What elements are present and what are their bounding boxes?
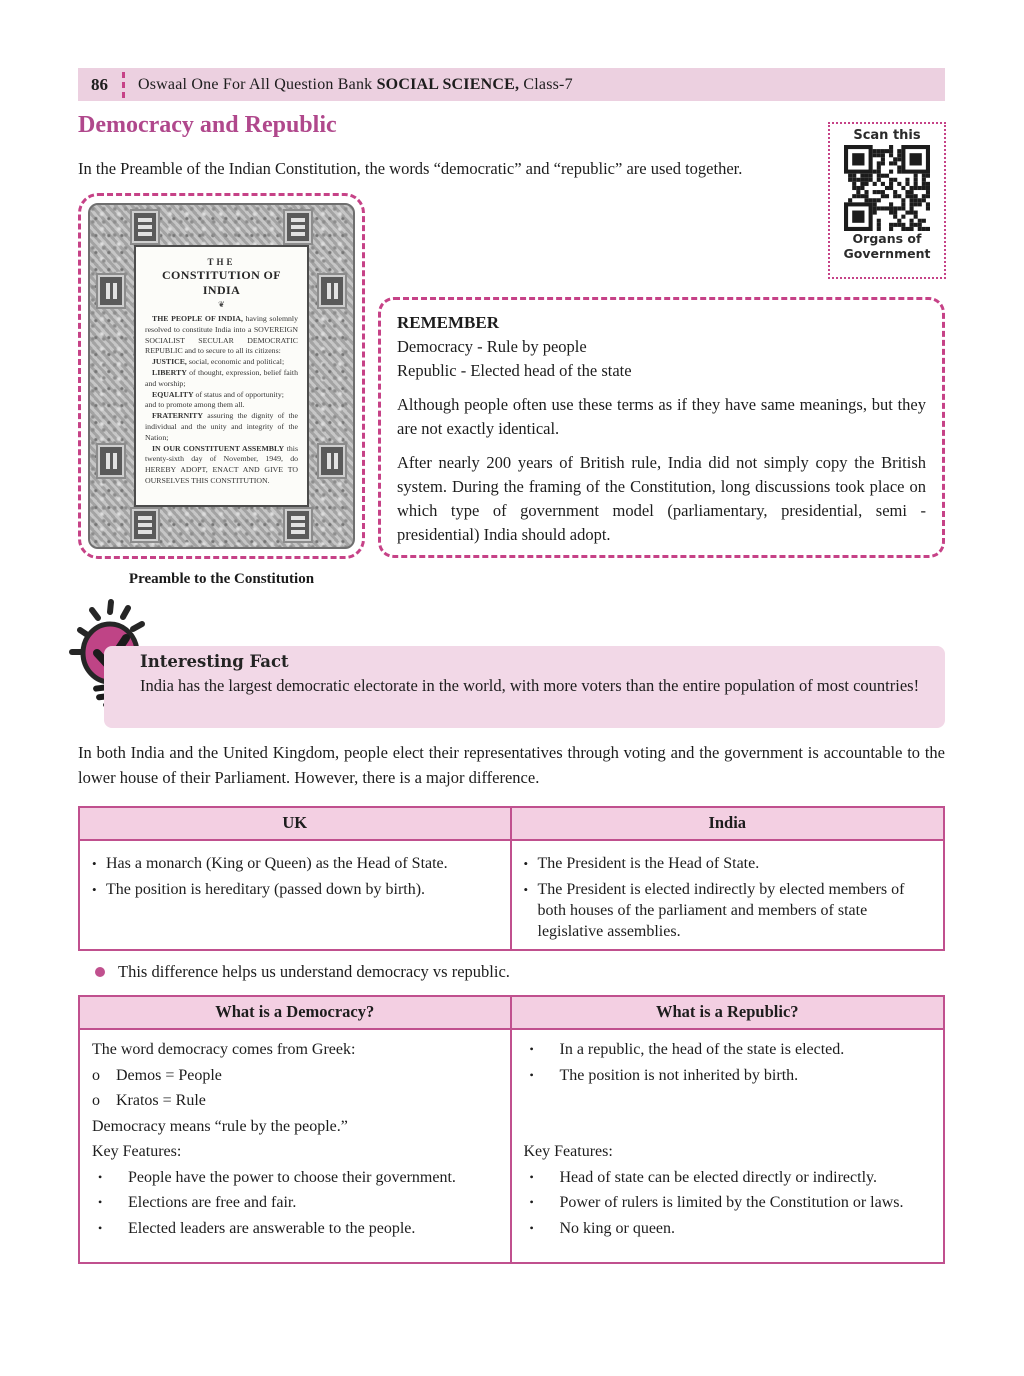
bullet-icon: • — [523, 856, 529, 871]
bullet-icon: • — [98, 1220, 103, 1235]
floral-ornament-icon: ❦ — [218, 300, 225, 309]
preamble-figure — [78, 193, 365, 559]
india-cell — [512, 841, 944, 951]
difference-note-text: This difference helps us understand democracy vs republic. — [118, 962, 510, 981]
democracy-feature-text: Elected leaders are answerable to the people. — [128, 1219, 416, 1237]
o-marker: o — [92, 1092, 100, 1109]
republic-feature — [524, 1190, 932, 1216]
democracy-cell — [80, 1030, 512, 1263]
intro-paragraph: In the Preamble of the Indian Constitution, the words “democratic” and “republic” are used together. — [78, 159, 743, 178]
uk-india-table-header — [80, 808, 943, 841]
book-title-suffix: Class-7 — [519, 75, 573, 93]
column-header-uk: UK — [80, 808, 512, 839]
interesting-fact-box — [104, 646, 945, 728]
preamble-line-rest: social, economic and political; — [186, 357, 285, 367]
republic-feature — [524, 1165, 932, 1191]
democracy-feature — [92, 1165, 498, 1191]
pink-bullet-icon — [95, 967, 105, 977]
remember-paragraph-1: Although people often use these terms as if they have same meanings, but they are not exactly identical. — [397, 395, 926, 438]
difference-note — [95, 962, 510, 982]
republic-feature — [524, 1216, 932, 1242]
column-header-democracy: What is a Democracy? — [80, 997, 512, 1028]
frame-ornament — [130, 209, 160, 245]
bullet-icon: • — [529, 1169, 534, 1184]
preamble-text — [145, 314, 298, 487]
democracy-republic-table-body — [80, 1030, 943, 1263]
qr-top-label: Scan this — [853, 128, 921, 143]
frame-ornament — [96, 443, 126, 479]
democracy-meaning: Democracy means “rule by the people.” — [92, 1117, 348, 1135]
bullet-icon: • — [92, 856, 97, 871]
india-point-text: The President is the Head of State. — [537, 855, 760, 872]
column-header-india: India — [708, 813, 747, 832]
republic-point — [524, 1037, 932, 1063]
democracy-intro: The word democracy comes from Greek: — [92, 1041, 356, 1058]
bullet-icon: • — [529, 1220, 534, 1235]
india-point — [524, 879, 932, 942]
bullet-icon: • — [92, 882, 97, 897]
bullet-icon: • — [98, 1195, 103, 1209]
india-point — [524, 853, 932, 874]
democracy-feature-text: Elections are free and fair. — [128, 1194, 297, 1211]
page-number: 86 — [91, 74, 108, 94]
uk-point-text: Has a monarch (King or Queen) as the Head of State. — [106, 855, 448, 872]
preamble-line-rest: having solemnly resolved to constitute India into a SOVEREIGN SOCIALIST SECULAR DEMOCRATIC REPUBLIC and to secure to all its citizens: — [145, 314, 298, 356]
democracy-key-features-label: Key Features: — [92, 1143, 182, 1160]
preamble-line-lead: EQUALITY — [152, 389, 194, 399]
democracy-sub-point-text: Demos = People — [116, 1066, 222, 1084]
democracy-sub-point-text: Kratos = Rule — [116, 1092, 206, 1109]
democracy-feature — [92, 1190, 498, 1216]
frame-ornament — [317, 273, 347, 309]
democracy-sub-point — [92, 1088, 498, 1114]
remember-paragraph-2: After nearly 200 years of British rule, India did not simply copy the British system. During the framing of the Constitution, long discussions took place on which type of government model (parliamentary, presidential, semi - presidential) India should adopt. — [397, 453, 926, 544]
republic-point-text: The position is not inherited by birth. — [559, 1066, 799, 1084]
figure-caption: Preamble to the Constitution — [128, 571, 315, 587]
republic-key-features-label: Key Features: — [523, 1143, 613, 1160]
uk-india-table-body — [80, 841, 943, 951]
remember-heading: REMEMBER — [397, 313, 499, 332]
interesting-fact-heading: Interesting Fact — [140, 652, 289, 671]
republic-feature-text: Power of rulers is limited by the Constitution or laws. — [559, 1194, 904, 1211]
preamble-line-rest: and to promote among them all. — [145, 400, 245, 410]
preamble-line-lead: FRATERNITY — [152, 411, 203, 421]
preamble-heading-the: THE — [207, 257, 236, 267]
qr-box — [828, 122, 946, 279]
qr-code-icon — [844, 145, 930, 231]
democracy-republic-table — [78, 995, 945, 1264]
preamble-line-lead: JUSTICE, — [152, 357, 187, 367]
democracy-republic-table-header — [80, 997, 943, 1030]
interesting-fact-text: India has the largest democratic electorate in the world, with more voters than the entire population of most countries! — [140, 676, 920, 695]
republic-point-text: In a republic, the head of the state is elected. — [559, 1041, 845, 1058]
uk-point — [92, 853, 498, 874]
header-divider — [122, 72, 125, 98]
uk-point-text: The position is hereditary (passed down by birth). — [106, 881, 426, 898]
qr-bottom-label-line2: Government — [843, 246, 931, 261]
preamble-line-lead: IN OUR CONSTITUENT ASSEMBLY — [152, 443, 285, 453]
republic-point — [524, 1063, 932, 1089]
section-title: Democracy and Republic — [78, 112, 337, 138]
frame-ornament — [130, 507, 160, 543]
preamble-line-rest: this twenty-sixth day of November, 1949, do HEREBY ADOPT, ENACT AND GIVE TO OURSELVES THIS CONSTITUTION. — [145, 443, 298, 485]
preamble-line-lead: LIBERTY — [152, 367, 187, 377]
bullet-icon: • — [529, 1042, 534, 1056]
preamble-line-rest: of status and of opportunity; — [193, 389, 284, 399]
page-header-bar — [78, 68, 945, 101]
republic-feature-text: No king or queen. — [559, 1219, 676, 1237]
india-point-text: The President is elected indirectly by elected members of both houses of the parliament and members of state legislative assemblies. — [537, 881, 905, 940]
qr-bottom-label-line1: Organs of — [852, 231, 922, 246]
democracy-feature — [92, 1216, 498, 1242]
preamble-line-rest: of thought, expression, belief faith and worship; — [145, 367, 298, 388]
remember-definition-democracy: Democracy - Rule by people — [397, 337, 587, 356]
republic-cell — [512, 1030, 944, 1263]
bullet-icon: • — [529, 1195, 534, 1209]
o-marker: o — [92, 1066, 100, 1084]
comparison-intro-paragraph: In both India and the United Kingdom, people elect their representatives through voting and the government is accountable to the lower house of their Parliament. However, there is a major difference. — [78, 743, 945, 787]
uk-cell — [80, 841, 512, 951]
preamble-ornate-frame — [88, 203, 355, 549]
qr-bottom-label — [830, 231, 944, 261]
book-title-bold: SOCIAL SCIENCE, — [376, 75, 520, 93]
bullet-icon: • — [98, 1169, 103, 1184]
democracy-sub-point — [92, 1063, 498, 1089]
republic-feature-text: Head of state can be elected directly or indirectly. — [559, 1168, 877, 1186]
preamble-line-rest: assuring the dignity of the individual and the unity and integrity of the Nation; — [145, 411, 298, 442]
uk-india-table — [78, 806, 945, 951]
book-title-regular: Oswaal One For All Question Bank — [138, 75, 377, 93]
preamble-line-lead: THE PEOPLE OF INDIA, — [152, 314, 243, 323]
remember-definition-republic: Republic - Elected head of the state — [397, 361, 632, 380]
frame-ornament — [317, 443, 347, 479]
frame-ornament — [283, 507, 313, 543]
preamble-heading-main: CONSTITUTION OF INDIA — [161, 268, 282, 297]
democracy-feature-text: People have the power to choose their government. — [128, 1168, 456, 1186]
bullet-icon: • — [523, 882, 529, 897]
blank-space — [524, 1088, 932, 1139]
remember-box — [378, 297, 945, 558]
book-title — [138, 76, 573, 94]
uk-point — [92, 879, 498, 900]
column-header-republic: What is a Republic? — [655, 1002, 799, 1021]
frame-ornament — [283, 209, 313, 245]
preamble-page — [134, 245, 309, 507]
frame-ornament — [96, 273, 126, 309]
bullet-icon: • — [529, 1067, 534, 1082]
